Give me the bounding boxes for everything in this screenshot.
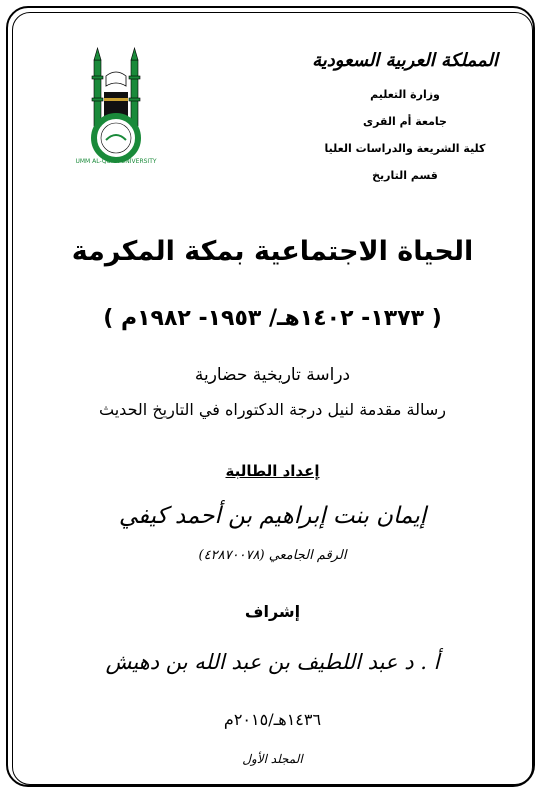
college-name: كلية الشريعة والدراسات العليا	[324, 142, 486, 155]
volume-label: المجلد الأول	[242, 752, 303, 766]
date-range: ( ١٣٧٣- ١٤٠٢هـ/ ١٩٥٣- ١٩٨٢م )	[103, 306, 442, 331]
submission-year: ١٤٣٦هـ/٢٠١٥م	[223, 710, 322, 729]
department-name: قسم التاريخ	[372, 169, 438, 182]
university-name: جامعة أم القرى	[363, 115, 447, 128]
ministry-name: وزارة التعليم	[370, 88, 440, 101]
kingdom-name: المملكة العربية السعودية	[312, 50, 498, 71]
supervisor-name: أ . د عبد اللطيف بن عبد الله بن دهيش	[105, 650, 440, 674]
thesis-purpose: رسالة مقدمة لنيل درجة الدكتوراه في التاريخ الحديث	[99, 400, 446, 419]
study-type: دراسة تاريخية حضارية	[194, 365, 351, 385]
thesis-title: الحياة الاجتماعية بمكة المكرمة	[71, 236, 474, 267]
institution-header	[305, 50, 505, 189]
student-name: إيمان بنت إبراهيم بن أحمد كيفي	[118, 503, 427, 529]
university-logo	[74, 46, 158, 164]
student-id: الرقم الجامعي (٤٢٨٧٠٠٧٨)	[198, 548, 347, 563]
prepared-by-label: إعداد الطالبة	[225, 462, 320, 480]
supervision-label: إشراف	[244, 602, 301, 621]
logo-ring-text: UMM AL-QURA UNIVERSITY	[75, 158, 157, 164]
